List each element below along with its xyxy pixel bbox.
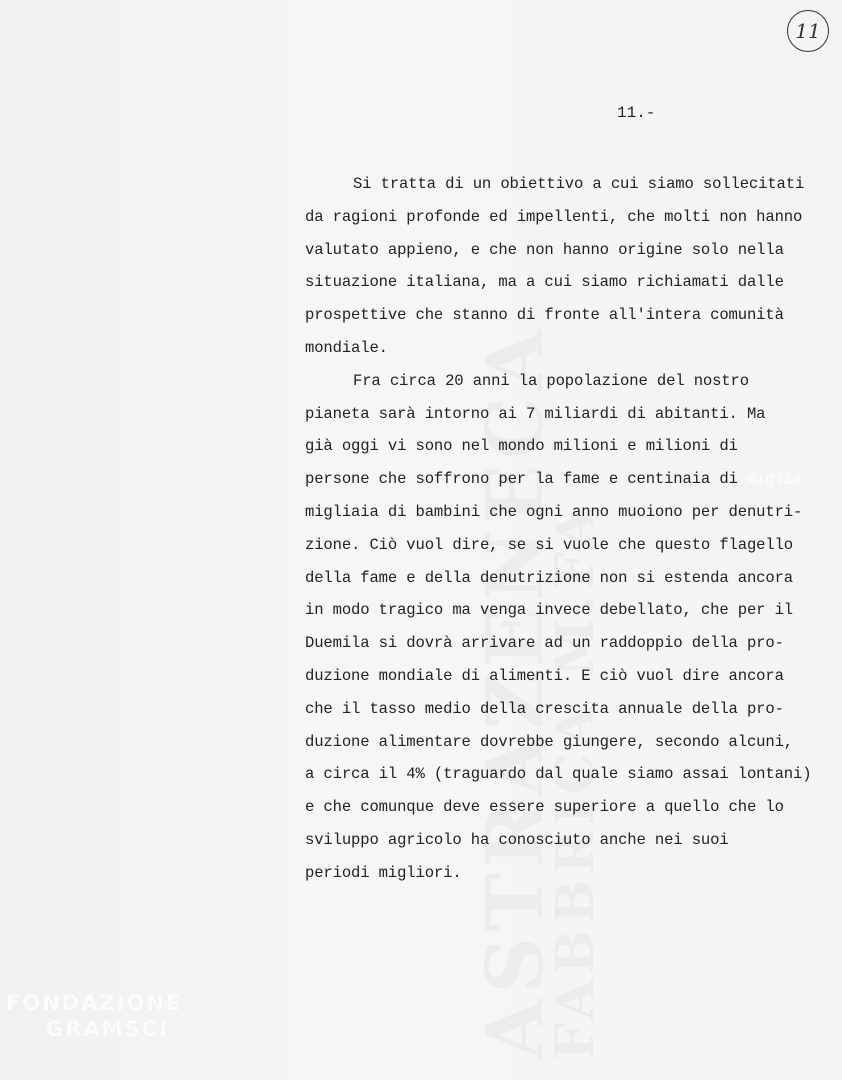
logo-line-2: GRAMSCI	[46, 1017, 169, 1041]
logo-line-1: FONDAZIONE	[6, 991, 183, 1015]
text-line-with-correction	[305, 463, 840, 496]
text-line: zione. Ciò vuol dire, se si vuole che questo flagello	[305, 535, 794, 554]
text-line: Duemila si dovrà arrivare ad un raddoppio della pro-	[305, 634, 784, 653]
text-line: duzione mondiale di alimenti. E ciò vuol dire ancora	[305, 666, 784, 685]
text-line: sviluppo agricolo ha conosciuto anche nei suoi	[305, 830, 729, 849]
text-line: che il tasso medio della crescita annuale della pro-	[305, 699, 784, 718]
text-line: valutato appieno, e che non hanno origine solo nella	[305, 240, 784, 259]
text-line: pianeta sarà intorno ai 7 miliardi di abitanti. Ma	[305, 404, 766, 423]
text-line: da ragioni profonde ed impellenti, che molti non hanno	[305, 207, 803, 226]
text-line: migliaia di bambini che ogni anno muoiono per denutri-	[305, 502, 803, 521]
text-line: e che comunque deve essere superiore a quello che lo	[305, 798, 784, 817]
text-line-content: persone che soffrono per la fame e centinaia di	[305, 470, 738, 489]
text-line: in modo tragico ma venga invece debellato, che per il	[305, 601, 794, 620]
text-line: prospettive che stanno di fronte all'intera comunità	[305, 306, 784, 325]
page-number: 11.-	[617, 104, 656, 122]
text-line: già oggi vi sono nel mondo milioni e milioni di	[305, 437, 738, 456]
text-line: della fame e della denutrizione non si estenda ancora	[305, 568, 794, 587]
text-line: periodi migliori.	[305, 863, 462, 882]
fondazione-logo-watermark	[6, 990, 206, 1060]
page-stamp-number: 11	[795, 19, 821, 43]
body-text	[305, 168, 840, 890]
text-line: Fra circa 20 anni la popolazione del nostro	[353, 371, 749, 390]
text-line: duzione alimentare dovrebbe giungere, secondo alcuni,	[305, 732, 794, 751]
text-line: a circa il 4% (traguardo dal quale siamo assai lontani)	[305, 765, 812, 784]
struck-word: miglia	[746, 470, 803, 489]
text-line: Si tratta di un obiettivo a cui siamo sollecitati	[353, 175, 805, 193]
text-line: mondiale.	[305, 338, 388, 357]
page-stamp	[787, 10, 829, 52]
text-line: situazione italiana, ma a cui siamo richiamati dalle	[305, 273, 784, 292]
